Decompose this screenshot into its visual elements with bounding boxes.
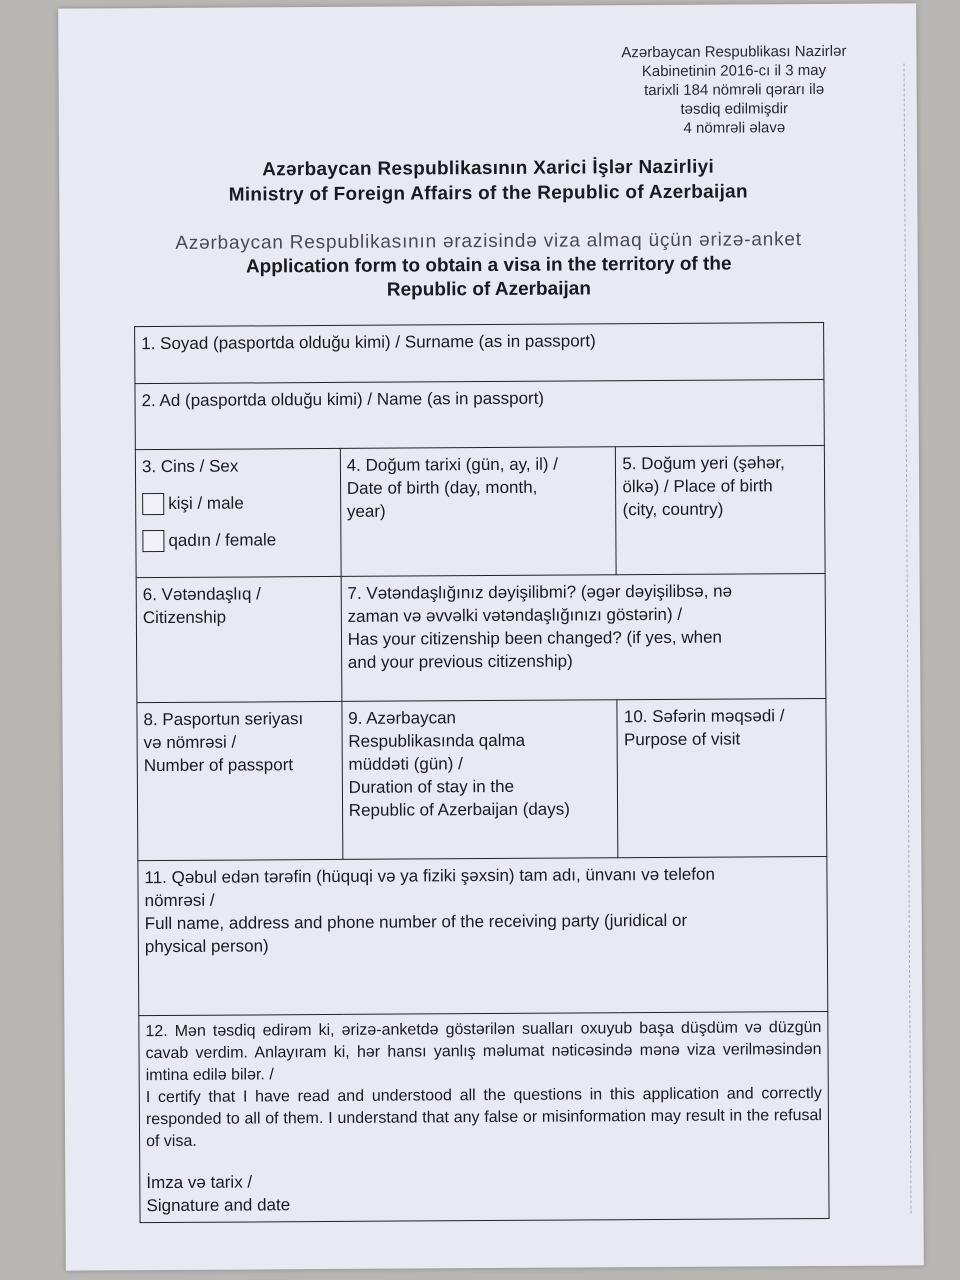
ministry-az: Azərbaycan Respublikasının Xarici İşlər Nazirliyi <box>262 156 715 181</box>
citizenship-changed-label-3: Has your citizenship been changed? (if yes, when <box>347 627 723 649</box>
field-citizenship-changed[interactable] <box>341 573 826 701</box>
pob-label-3: (city, country) <box>622 499 724 520</box>
form-title-en-2: Republic of Azerbaijan <box>386 278 591 301</box>
dob-label-2: Date of birth (day, month, <box>346 477 538 498</box>
ministry-en: Ministry of Foreign Affairs of the Republic of Azerbaijan <box>228 181 748 206</box>
passport-label-2: və nömrəsi / <box>143 732 237 753</box>
form-title-en-1: Application form to obtain a visa in the territory of the <box>245 253 732 278</box>
dob-label-1: 4. Doğum tarixi (gün, ay, il) / <box>346 454 559 475</box>
dob-label-3: year) <box>346 501 386 521</box>
certification-text-az: 12. Mən təsdiq edirəm ki, ərizə-anketdə göstərilən sualları oxuyub başa düşdüm və düzgün cavab verdim. Anlayıram ki, hər hansı yanlış məlumat nəticəsində mənə viza verilməsindən imtina edilə bilər. / <box>145 1018 822 1085</box>
duration-label-3: müddəti (gün) / <box>348 754 463 774</box>
certification-text-en: I certify that I have read and understood all the questions in this application and correctly responded to all of them. I understand that any false or misinformation may result in the refusal of visa. <box>145 1084 822 1151</box>
form-title-az: Azərbaycan Respublikasının ərazisində viza almaq üçün ərizə-anket <box>175 229 802 254</box>
duration-label-1: 9. Azərbaycan <box>348 708 457 728</box>
field-surname[interactable] <box>135 322 824 383</box>
field-sex-label: 3. Cins / Sex <box>141 456 239 477</box>
sex-option-female[interactable] <box>142 528 334 552</box>
citizenship-changed-label-2: zaman və əvvəlki vətəndaşlığınızı göstərin) / <box>347 604 683 626</box>
field-place-of-birth[interactable] <box>616 445 825 574</box>
female-label: qadın / female <box>168 530 277 550</box>
decree-line: Kabinetinin 2016-cı il 3 may <box>641 61 827 81</box>
citizenship-changed-label-4: and your previous citizenship) <box>347 651 573 672</box>
ministry-heading <box>59 153 917 208</box>
decree-line: tarixli 184 nömrəli qərarı ilə <box>644 80 825 100</box>
receiving-label-4: physical person) <box>144 936 269 957</box>
purpose-label-2: Purpose of visit <box>623 729 741 750</box>
decree-note <box>621 42 847 138</box>
field-receiving-party[interactable] <box>138 856 828 1015</box>
male-checkbox[interactable] <box>142 492 164 514</box>
decree-line: təsdiq edilmişdir <box>680 100 789 118</box>
field-name-label: 2. Ad (pasportda olduğu kimi) / Name (as in passport) <box>141 388 545 411</box>
decree-line: Azərbaycan Respublikası Nazirlər <box>621 42 847 62</box>
sex-option-male[interactable] <box>142 491 334 515</box>
field-purpose-of-visit[interactable] <box>617 698 827 857</box>
receiving-label-1: 11. Qəbul edən tərəfin (hüquqi və ya fiziki şəxsin) tam adı, ünvanı və telefon <box>144 864 715 888</box>
field-passport-number[interactable] <box>137 701 343 860</box>
field-sex <box>135 448 340 577</box>
female-checkbox[interactable] <box>142 529 164 551</box>
field-name[interactable] <box>135 379 824 449</box>
duration-label-4: Duration of stay in the <box>348 776 515 797</box>
passport-label-1: 8. Pasportun seriyası <box>143 709 304 730</box>
form-paper <box>58 3 924 1270</box>
citizenship-changed-label-1: 7. Vətəndaşlığınız dəyişilibmi? (əgər dəyişilibsə, nə <box>347 581 733 603</box>
duration-label-5: Republic of Azerbaijan (days) <box>348 799 570 820</box>
form-title <box>60 227 918 304</box>
duration-label-2: Respublikasında qalma <box>348 730 526 751</box>
receiving-label-3: Full name, address and phone number of the receiving party (juridical or <box>144 910 688 934</box>
field-duration-of-stay[interactable] <box>342 700 619 860</box>
male-label: kişi / male <box>168 493 244 513</box>
signature-date-label <box>146 1167 822 1217</box>
passport-label-3: Number of passport <box>143 755 294 776</box>
field-date-of-birth[interactable] <box>340 447 616 577</box>
visa-application-table <box>134 322 829 1223</box>
pob-label-2: ölkə) / Place of birth <box>622 476 773 497</box>
field-certification[interactable] <box>139 1011 829 1222</box>
signature-label-1: İmza və tarix / <box>146 1172 253 1193</box>
signature-label-2: Signature and date <box>146 1195 291 1216</box>
receiving-label-2: nömrəsi / <box>144 890 215 911</box>
citizenship-label-1: 6. Vətəndaşlıq / <box>142 584 261 605</box>
field-citizenship[interactable] <box>136 576 341 702</box>
decree-line: 4 nömrəli əlavə <box>683 119 786 137</box>
purpose-label-1: 10. Səfərin məqsədi / <box>623 706 785 727</box>
citizenship-label-2: Citizenship <box>142 607 227 628</box>
field-surname-label: 1. Soyad (pasportda olduğu kimi) / Surname (as in passport) <box>141 331 596 354</box>
pob-label-1: 5. Doğum yeri (şəhər, <box>622 453 785 474</box>
